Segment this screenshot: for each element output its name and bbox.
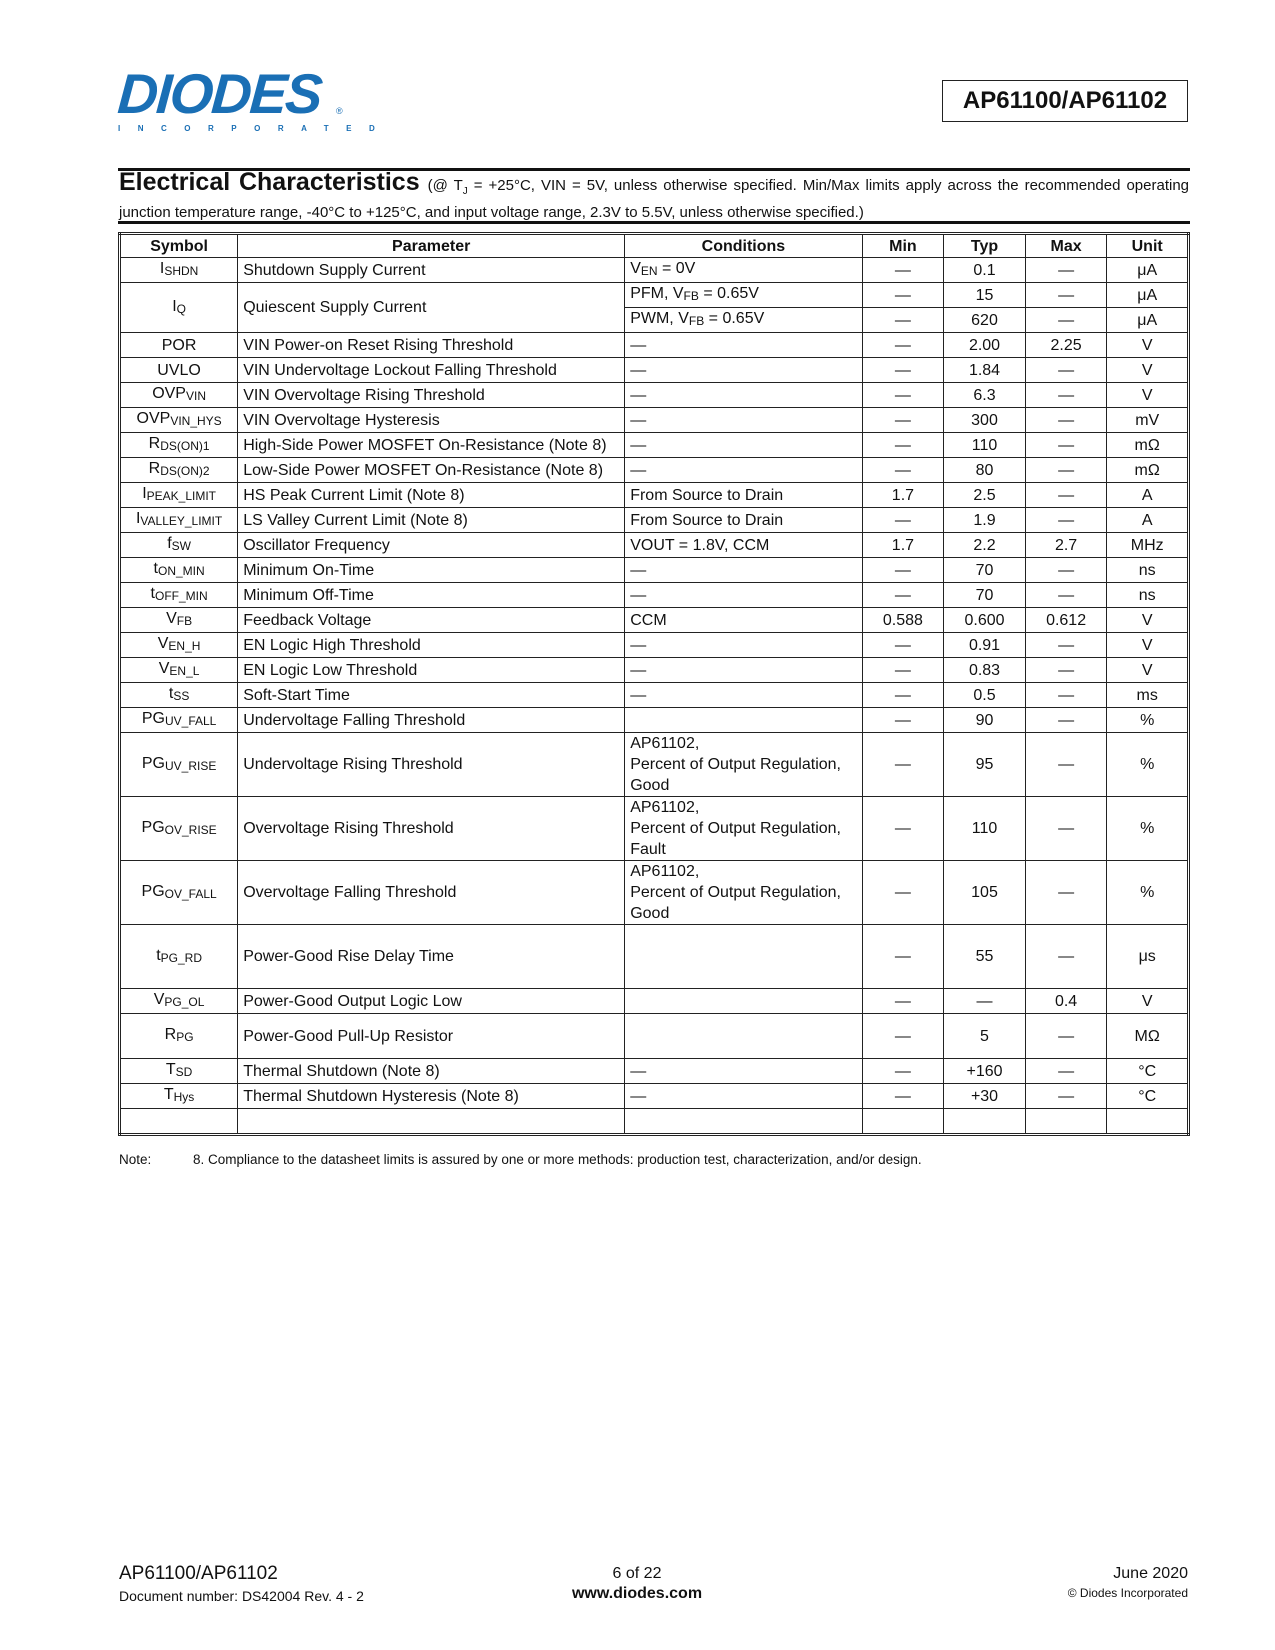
cell-conditions: — (625, 433, 862, 458)
cell-conditions: — (625, 633, 862, 658)
cell-unit: V (1107, 358, 1189, 383)
cell-symbol: $T_{Hys}$ (120, 1084, 238, 1109)
table-row (120, 733, 1189, 797)
cell-parameter: High-Side Power MOSFET On-Resistance (Note 8) (238, 433, 625, 458)
cell-parameter: EN Logic Low Threshold (238, 658, 625, 683)
cell-min: — (862, 583, 944, 608)
cell-typ: 110 (944, 433, 1026, 458)
note-text: 8. Compliance to the datasheet limits is assured by one or more methods: production test, characterization, and/or design. (193, 1152, 922, 1167)
cell-max: 0.612 (1025, 608, 1107, 633)
header-part-number: AP61100/AP61102 (942, 80, 1188, 122)
cell-unit: ns (1107, 558, 1189, 583)
cell-max: — (1025, 358, 1107, 383)
cell-typ: 2.2 (944, 533, 1026, 558)
cell-unit: V (1107, 633, 1189, 658)
cell-min: — (862, 861, 944, 925)
cell-symbol: $I_{VALLEY\_LIMIT}$ (120, 508, 238, 533)
cell-symbol: $V_{EN\_L}$ (120, 658, 238, 683)
cell-symbol: $I_Q$ (120, 283, 238, 333)
cell-conditions (625, 925, 862, 989)
table-row (120, 508, 1189, 533)
cell-typ: 2.5 (944, 483, 1026, 508)
cell-conditions: — (625, 383, 862, 408)
cell-symbol: $V_{FB}$ (120, 608, 238, 633)
cell-typ: 620 (944, 308, 1026, 333)
footer-date: June 2020 (1113, 1565, 1188, 1582)
cell-typ: — (944, 989, 1026, 1014)
cell-parameter: Minimum On-Time (238, 558, 625, 583)
cell-conditions: CCM (625, 608, 862, 633)
cell-typ: 105 (944, 861, 1026, 925)
table-row (120, 708, 1189, 733)
cell-symbol: $R_{DS(ON)2}$ (120, 458, 238, 483)
cell-min: — (862, 558, 944, 583)
cell-parameter: LS Valley Current Limit (Note 8) (238, 508, 625, 533)
footer-page-number: 6 of 22 (612, 1565, 662, 1582)
cell-min: 0.588 (862, 608, 944, 633)
cell-symbol: POR (120, 333, 238, 358)
cell-symbol: $OVP_{VIN\_HYS}$ (120, 408, 238, 433)
table-row (120, 861, 1189, 925)
cell-typ: 1.9 (944, 508, 1026, 533)
cell-max: — (1025, 1014, 1107, 1059)
cell-unit: V (1107, 989, 1189, 1014)
cell-unit: μA (1107, 308, 1189, 333)
cell-max: 0.4 (1025, 989, 1107, 1014)
cell-parameter: VIN Overvoltage Rising Threshold (238, 383, 625, 408)
table-note (119, 1152, 922, 1167)
table-row (120, 658, 1189, 683)
cell-max: — (1025, 383, 1107, 408)
cell-typ: 110 (944, 797, 1026, 861)
table-header-row (120, 234, 1189, 258)
cell-symbol: $R_{PG}$ (120, 1014, 238, 1059)
cell-max: — (1025, 583, 1107, 608)
cell-typ: 0.1 (944, 258, 1026, 283)
cell-parameter: Minimum Off-Time (238, 583, 625, 608)
cell-min: — (862, 1059, 944, 1084)
cell-typ: +30 (944, 1084, 1026, 1109)
cell-symbol: $T_{SD}$ (120, 1059, 238, 1084)
cell-max: — (1025, 658, 1107, 683)
cell-conditions: From Source to Drain (625, 508, 862, 533)
cell-conditions: — (625, 683, 862, 708)
cell-conditions: — (625, 1084, 862, 1109)
cell-min: — (862, 333, 944, 358)
cell-min: — (862, 1014, 944, 1059)
col-parameter: Parameter (238, 234, 625, 258)
cell-parameter: Soft-Start Time (238, 683, 625, 708)
cell-typ: 6.3 (944, 383, 1026, 408)
cell-conditions: — (625, 1059, 862, 1084)
cell-parameter (238, 1109, 625, 1135)
cell-unit: μs (1107, 925, 1189, 989)
cell-parameter: VIN Undervoltage Lockout Falling Threshold (238, 358, 625, 383)
cell-unit: % (1107, 708, 1189, 733)
cell-symbol: $PG_{UV\_RISE}$ (120, 733, 238, 797)
cell-max: — (1025, 433, 1107, 458)
cell-typ: 15 (944, 283, 1026, 308)
cell-typ: +160 (944, 1059, 1026, 1084)
cell-symbol: $PG_{OV\_RISE}$ (120, 797, 238, 861)
cell-max: — (1025, 408, 1107, 433)
table-row (120, 283, 1189, 308)
cell-conditions: — (625, 458, 862, 483)
cell-min: — (862, 708, 944, 733)
cell-unit: % (1107, 861, 1189, 925)
cell-typ: 0.600 (944, 608, 1026, 633)
cell-min: — (862, 308, 944, 333)
cell-symbol: $OVP_{VIN}$ (120, 383, 238, 408)
cell-parameter: Feedback Voltage (238, 608, 625, 633)
cell-conditions: $V_{EN} = 0V$ (625, 258, 862, 283)
cell-max (1025, 1109, 1107, 1135)
footer-left (119, 1563, 364, 1604)
col-symbol: Symbol (120, 234, 238, 258)
cell-min: — (862, 383, 944, 408)
cell-symbol: $V_{PG\_OL}$ (120, 989, 238, 1014)
cell-conditions (625, 1109, 862, 1135)
cell-unit: MHz (1107, 533, 1189, 558)
cell-conditions (625, 989, 862, 1014)
footer-right (1068, 1565, 1188, 1600)
cell-unit (1107, 1109, 1189, 1135)
table-row (120, 683, 1189, 708)
cell-min: — (862, 283, 944, 308)
cell-unit: μA (1107, 258, 1189, 283)
cell-parameter: Low-Side Power MOSFET On-Resistance (Note 8) (238, 458, 625, 483)
cell-min: — (862, 633, 944, 658)
cell-typ: 0.83 (944, 658, 1026, 683)
table-row (120, 433, 1189, 458)
cell-symbol: $t_{ON\_MIN}$ (120, 558, 238, 583)
col-min: Min (862, 234, 944, 258)
cell-symbol: $f_{SW}$ (120, 533, 238, 558)
cell-symbol: $I_{PEAK\_LIMIT}$ (120, 483, 238, 508)
cell-min: — (862, 358, 944, 383)
cell-conditions: AP61102, Percent of Output Regulation, Good (625, 861, 862, 925)
cell-max: — (1025, 1084, 1107, 1109)
cell-parameter: Power-Good Rise Delay Time (238, 925, 625, 989)
table-row (120, 1084, 1189, 1109)
logo-wordmark: DIODES (115, 62, 323, 125)
section-conditions: (@ $T_J = +25^\circ C$, VIN = 5V, unless otherwise specified. Min/Max limits apply across the recommended operating junction temperature range, -40°C to +125°C, and input voltage range, 2.3V to 5.5V, unless otherwise specified.) (119, 177, 1190, 221)
cell-unit: V (1107, 658, 1189, 683)
table-row (120, 633, 1189, 658)
cell-conditions: — (625, 408, 862, 433)
table-row (120, 583, 1189, 608)
cell-parameter: Overvoltage Rising Threshold (238, 797, 625, 861)
cell-symbol (120, 1109, 238, 1135)
table-row (120, 333, 1189, 358)
cell-unit: V (1107, 383, 1189, 408)
cell-conditions: — (625, 658, 862, 683)
cell-parameter: HS Peak Current Limit (Note 8) (238, 483, 625, 508)
cell-unit: % (1107, 797, 1189, 861)
cell-min: — (862, 508, 944, 533)
cell-symbol: $V_{EN\_H}$ (120, 633, 238, 658)
note-label: Note: (119, 1152, 152, 1167)
cell-max: — (1025, 633, 1107, 658)
footer-copyright: © Diodes Incorporated (1067, 1586, 1188, 1600)
cell-unit: V (1107, 608, 1189, 633)
table-row (120, 1059, 1189, 1084)
table-row (120, 483, 1189, 508)
cell-unit: °C (1107, 1084, 1189, 1109)
cell-max: — (1025, 508, 1107, 533)
cell-min: — (862, 258, 944, 283)
table-row (120, 358, 1189, 383)
cell-max: — (1025, 733, 1107, 797)
cell-conditions: AP61102, Percent of Output Regulation, Good (625, 733, 862, 797)
cell-max: 2.7 (1025, 533, 1107, 558)
cell-parameter: Shutdown Supply Current (238, 258, 625, 283)
cell-parameter: Thermal Shutdown (Note 8) (238, 1059, 625, 1084)
cell-unit: A (1107, 508, 1189, 533)
cell-parameter: Oscillator Frequency (238, 533, 625, 558)
cell-conditions: PWM, $V_{FB} = 0.65V$ (625, 308, 862, 333)
logo-subtitle: INCORPORATED (118, 124, 393, 133)
cell-parameter: EN Logic High Threshold (238, 633, 625, 658)
table-row (120, 258, 1189, 283)
cell-max: — (1025, 925, 1107, 989)
cell-max: — (1025, 797, 1107, 861)
table-row (120, 797, 1189, 861)
cell-typ: 80 (944, 458, 1026, 483)
cell-min: — (862, 683, 944, 708)
cell-min: — (862, 408, 944, 433)
cell-typ: 90 (944, 708, 1026, 733)
cell-parameter: Power-Good Output Logic Low (238, 989, 625, 1014)
cell-parameter: Quiescent Supply Current (238, 283, 625, 333)
cell-unit: V (1107, 333, 1189, 358)
section-title: Electrical Characteristics (119, 168, 420, 196)
cell-typ: 5 (944, 1014, 1026, 1059)
cell-unit: ns (1107, 583, 1189, 608)
cell-unit: mV (1107, 408, 1189, 433)
electrical-characteristics-table (118, 232, 1190, 1136)
cell-min: — (862, 458, 944, 483)
cell-typ: 2.00 (944, 333, 1026, 358)
footer-center (537, 1565, 737, 1603)
cell-min: — (862, 797, 944, 861)
cell-symbol: $t_{PG\_RD}$ (120, 925, 238, 989)
cell-typ: 95 (944, 733, 1026, 797)
cell-max: — (1025, 683, 1107, 708)
footer-part-number: AP61100/AP61102 (119, 1563, 278, 1584)
cell-parameter: VIN Power-on Reset Rising Threshold (238, 333, 625, 358)
cell-conditions: — (625, 583, 862, 608)
table-row (120, 558, 1189, 583)
cell-conditions: — (625, 358, 862, 383)
cell-unit: ms (1107, 683, 1189, 708)
table-row (120, 383, 1189, 408)
cell-conditions (625, 708, 862, 733)
cell-unit: MΩ (1107, 1014, 1189, 1059)
registered-icon: ® (336, 106, 343, 116)
cell-parameter: Undervoltage Rising Threshold (238, 733, 625, 797)
cell-max: 2.25 (1025, 333, 1107, 358)
col-max: Max (1025, 234, 1107, 258)
footer-website-link[interactable]: www.diodes.com (571, 1585, 703, 1602)
table-row (120, 989, 1189, 1014)
footer-document-number: Document number: DS42004 Rev. 4 - 2 (119, 1588, 364, 1604)
cell-conditions: — (625, 558, 862, 583)
table-row (120, 458, 1189, 483)
cell-max: — (1025, 258, 1107, 283)
cell-min: — (862, 989, 944, 1014)
cell-conditions: — (625, 333, 862, 358)
cell-typ: 1.84 (944, 358, 1026, 383)
cell-typ: 300 (944, 408, 1026, 433)
cell-conditions: AP61102, Percent of Output Regulation, Fault (625, 797, 862, 861)
cell-parameter: Overvoltage Falling Threshold (238, 861, 625, 925)
table-row (120, 1014, 1189, 1059)
cell-max: — (1025, 861, 1107, 925)
cell-typ: 0.5 (944, 683, 1026, 708)
table-row (120, 608, 1189, 633)
cell-symbol: $R_{DS(ON)1}$ (120, 433, 238, 458)
cell-min: — (862, 1084, 944, 1109)
cell-symbol: UVLO (120, 358, 238, 383)
cell-symbol: $PG_{UV\_FALL}$ (120, 708, 238, 733)
cell-unit: A (1107, 483, 1189, 508)
cell-max: — (1025, 458, 1107, 483)
cell-min: — (862, 433, 944, 458)
cell-unit: mΩ (1107, 458, 1189, 483)
cell-symbol: $t_{SS}$ (120, 683, 238, 708)
cell-max: — (1025, 1059, 1107, 1084)
cell-parameter: Power-Good Pull-Up Resistor (238, 1014, 625, 1059)
table-row (120, 533, 1189, 558)
cell-unit: μA (1107, 283, 1189, 308)
cell-min (862, 1109, 944, 1135)
cell-min: 1.7 (862, 533, 944, 558)
cell-max: — (1025, 483, 1107, 508)
cell-unit: mΩ (1107, 433, 1189, 458)
cell-symbol: $I_{SHDN}$ (120, 258, 238, 283)
section-heading (119, 168, 1190, 223)
col-conditions: Conditions (625, 234, 862, 258)
cell-typ: 0.91 (944, 633, 1026, 658)
cell-min: — (862, 925, 944, 989)
cell-typ: 70 (944, 558, 1026, 583)
col-unit: Unit (1107, 234, 1189, 258)
cell-unit: % (1107, 733, 1189, 797)
table-row (120, 408, 1189, 433)
cell-conditions: VOUT = 1.8V, CCM (625, 533, 862, 558)
cell-parameter: Undervoltage Falling Threshold (238, 708, 625, 733)
cell-typ (944, 1109, 1026, 1135)
diodes-logo (115, 62, 393, 133)
cell-conditions: From Source to Drain (625, 483, 862, 508)
table-row (120, 1109, 1189, 1135)
cell-typ: 55 (944, 925, 1026, 989)
cell-conditions (625, 1014, 862, 1059)
cell-conditions: PFM, $V_{FB} = 0.65V$ (625, 283, 862, 308)
cell-parameter: VIN Overvoltage Hysteresis (238, 408, 625, 433)
cell-min: — (862, 658, 944, 683)
table-row (120, 925, 1189, 989)
cell-typ: 70 (944, 583, 1026, 608)
cell-symbol: $t_{OFF\_MIN}$ (120, 583, 238, 608)
cell-max: — (1025, 283, 1107, 308)
cell-min: — (862, 733, 944, 797)
cell-symbol: $PG_{OV\_FALL}$ (120, 861, 238, 925)
col-typ: Typ (944, 234, 1026, 258)
cell-parameter: Thermal Shutdown Hysteresis (Note 8) (238, 1084, 625, 1109)
cell-max: — (1025, 308, 1107, 333)
cell-min: 1.7 (862, 483, 944, 508)
cell-max: — (1025, 708, 1107, 733)
cell-unit: °C (1107, 1059, 1189, 1084)
heading-rule-bottom (118, 221, 1190, 224)
cell-max: — (1025, 558, 1107, 583)
